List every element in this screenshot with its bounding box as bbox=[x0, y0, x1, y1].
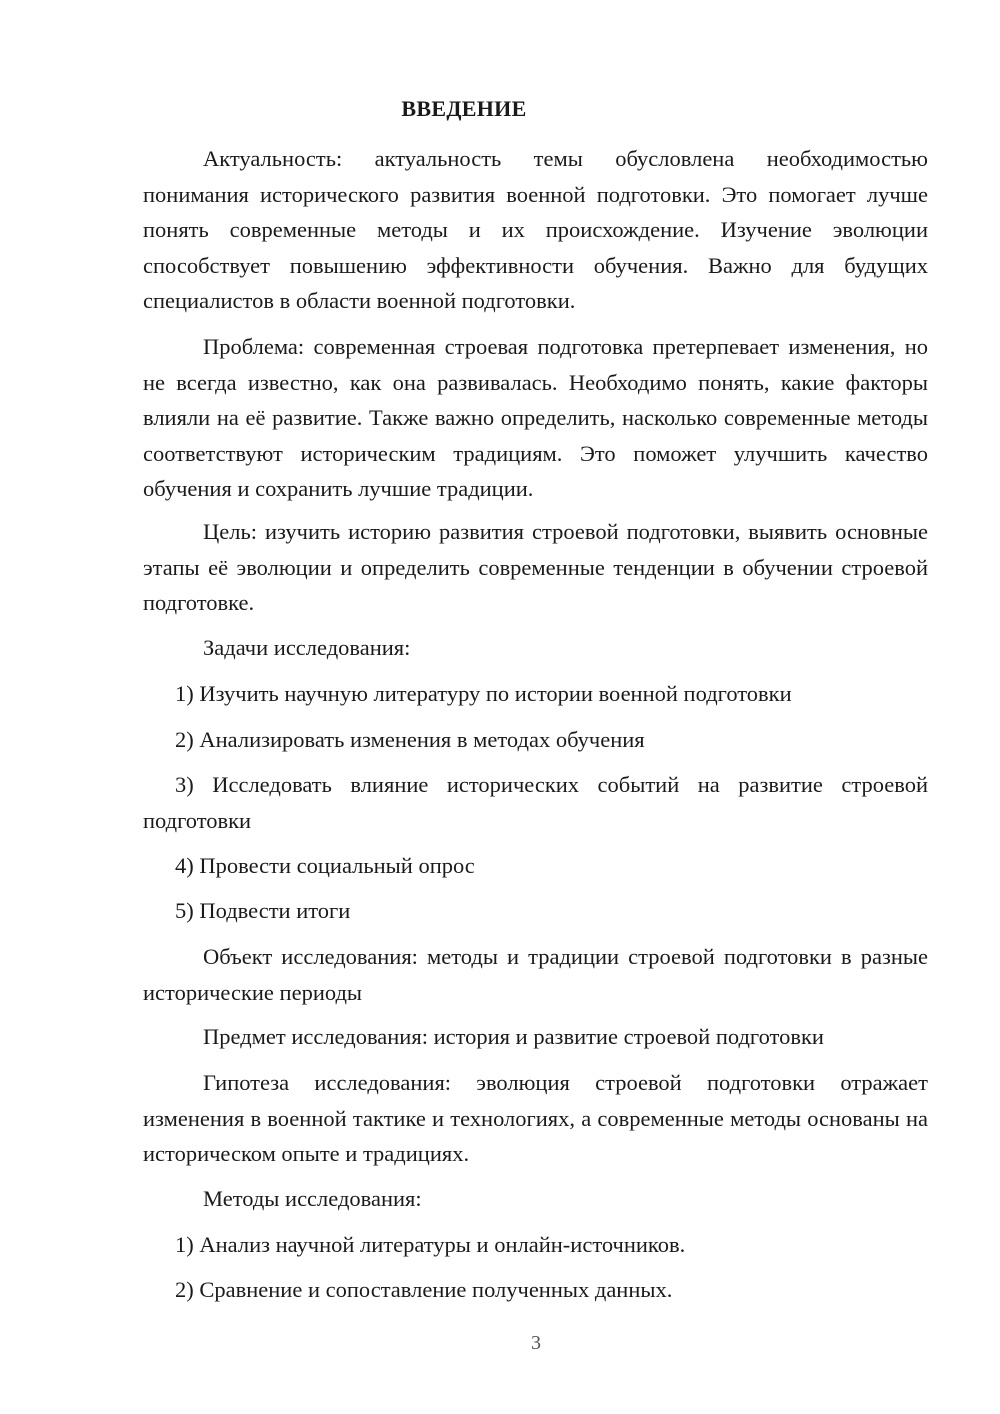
paragraph-goal: Цель: изучить историю развития строевой подготовки, выявить основные этапы её эволюции и определить современные тенденции в обучении строевой подготовке. bbox=[143, 519, 928, 615]
paragraph-object: Объект исследования: методы и традиции строевой подготовки в разные исторические периоды bbox=[143, 944, 928, 1005]
task-item: 2) Анализировать изменения в методах обучения bbox=[175, 727, 645, 752]
tasks-heading: Задачи исследования: bbox=[203, 635, 411, 660]
task-item: 5) Подвести итоги bbox=[175, 898, 351, 923]
section-heading-text: ВВЕДЕНИЕ bbox=[401, 96, 527, 121]
section-heading bbox=[72, 96, 1000, 122]
method-item: 1) Анализ научной литературы и онлайн-источников. bbox=[175, 1232, 686, 1257]
task-item: 4) Провести социальный опрос bbox=[175, 853, 475, 878]
paragraph-subject: Предмет исследования: история и развитие строевой подготовки bbox=[203, 1024, 824, 1049]
paragraph-relevance: Актуальность: актуальность темы обусловлена необходимостью понимания исторического развития военной подготовки. Это помогает лучше понять современные методы и их происхождение. Изучение эволюции способствует повышению эффективности обучения. Важно для будущих специалистов в области военной подготовки. bbox=[143, 146, 928, 313]
methods-heading: Методы исследования: bbox=[203, 1186, 422, 1211]
page-number: 3 bbox=[531, 1332, 541, 1354]
paragraph-problem: Проблема: современная строевая подготовка претерпевает изменения, но не всегда известно, как она развивалась. Необходимо понять, какие факторы влияли на её развитие. Также важно определить, насколько современные методы соответствуют историческим традициям. Это поможет улучшить качество обучения и сохранить лучшие традиции. bbox=[143, 334, 928, 501]
task-item: 1) Изучить научную литературу по истории военной подготовки bbox=[175, 681, 792, 706]
paragraph-hypothesis: Гипотеза исследования: эволюция строевой подготовки отражает изменения в военной тактике и технологиях, а современные методы основаны на историческом опыте и традициях. bbox=[143, 1070, 928, 1166]
method-item: 2) Сравнение и сопоставление полученных данных. bbox=[175, 1277, 673, 1302]
task-item: 3) Исследовать влияние исторических событий на развитие строевой подготовки bbox=[143, 772, 928, 833]
